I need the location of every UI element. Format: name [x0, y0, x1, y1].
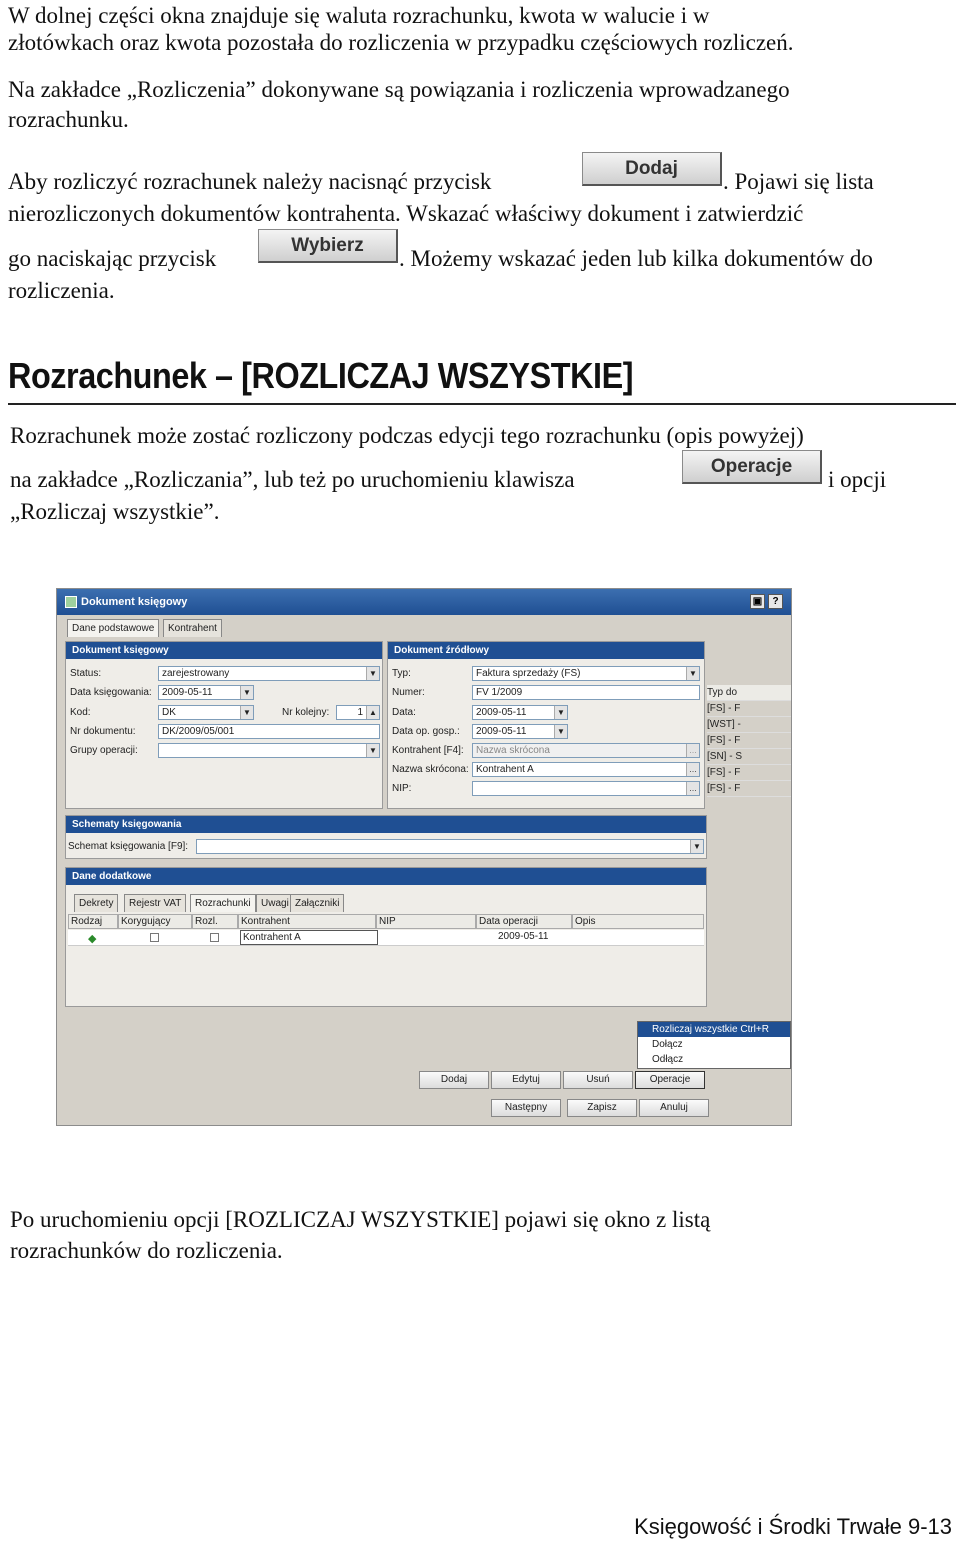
- column-header[interactable]: Data operacji: [476, 914, 572, 929]
- list-item[interactable]: [FS] - F: [707, 765, 792, 781]
- kontrahent-cell[interactable]: Kontrahent A: [240, 930, 378, 945]
- table-row[interactable]: [68, 930, 704, 946]
- menu-item-odlacz[interactable]: Odłącz: [652, 1054, 684, 1065]
- section-line-1: Rozrachunek może zostać rozliczony podczas edycji tego rozrachunku (opis powyżej): [10, 423, 804, 448]
- data-ksiegowania-field[interactable]: [158, 685, 254, 700]
- section-rule: [8, 403, 956, 405]
- numer-field[interactable]: [472, 685, 700, 700]
- typ-value: Faktura sprzedaży (FS): [476, 668, 581, 679]
- chevron-down-icon[interactable]: ▼: [554, 706, 567, 719]
- status-select[interactable]: [158, 666, 380, 681]
- data-op-gosp-field[interactable]: [472, 724, 568, 739]
- data-ksiegowania-label: Data księgowania:: [70, 687, 152, 698]
- chevron-down-icon[interactable]: ▼: [554, 725, 567, 738]
- kontrahent-label: Kontrahent [F4]:: [392, 745, 464, 756]
- typ-label: Typ:: [392, 668, 411, 679]
- nazwa-skrocona-field[interactable]: [472, 762, 700, 777]
- nr-dokumentu-label: Nr dokumentu:: [70, 726, 136, 737]
- nr-kolejny-value: 1: [357, 707, 363, 718]
- nip-field[interactable]: [472, 781, 700, 796]
- schemat-label: Schemat księgowania [F9]:: [68, 841, 189, 852]
- list-item[interactable]: [FS] - F: [707, 733, 792, 749]
- nazwa-skrocona-value: Kontrahent A: [476, 764, 534, 775]
- intro-line-7b: . Możemy wskazać jeden lub kilka dokumentów do: [399, 246, 873, 271]
- window-titlebar: [57, 589, 791, 615]
- nr-kolejny-label: Nr kolejny:: [282, 707, 330, 718]
- side-list-header: Typ do: [707, 685, 792, 701]
- column-header[interactable]: Kontrahent: [238, 914, 376, 929]
- chevron-down-icon[interactable]: ▼: [240, 686, 253, 699]
- column-header[interactable]: Korygujący: [118, 914, 192, 929]
- intro-line-2: złotówkach oraz kwota pozostała do rozliczenia w przypadku częściowych rozliczeń.: [8, 30, 794, 55]
- status-diamond-icon: ◆: [88, 933, 97, 945]
- intro-line-5a: Aby rozliczyć rozrachunek należy nacisnąć przycisk: [8, 169, 492, 194]
- nr-dokumentu-field[interactable]: [158, 724, 380, 739]
- chevron-down-icon[interactable]: ▼: [690, 840, 703, 853]
- section-heading: Rozrachunek – [ROZLICZAJ WSZYSTKIE]: [8, 355, 634, 396]
- tab-rejestr-vat[interactable]: Rejestr VAT: [124, 894, 186, 912]
- kontrahent-field[interactable]: [472, 743, 700, 758]
- edytuj-button[interactable]: Edytuj: [491, 1071, 561, 1089]
- panel-dokument-zrodlowy: [387, 641, 705, 809]
- usun-button[interactable]: Usuń: [563, 1071, 633, 1089]
- maximize-icon[interactable]: ▣: [750, 594, 765, 609]
- panel-dokument-ksiegowy: [65, 641, 383, 809]
- grupy-operacji-label: Grupy operacji:: [70, 745, 138, 756]
- section-line-2a: na zakładce „Rozliczania”, lub też po uruchomieniu klawisza: [10, 467, 575, 492]
- intro-line-5b: . Pojawi się lista: [723, 169, 874, 194]
- intro-line-1: W dolnej części okna znajduje się waluta rozrachunku, kwota w walucie i w: [8, 3, 710, 28]
- tab-rozrachunki[interactable]: Rozrachunki: [190, 894, 256, 912]
- intro-line-4: rozrachunku.: [8, 107, 129, 132]
- nr-kolejny-stepper[interactable]: [336, 705, 380, 720]
- document-window: [56, 588, 792, 1126]
- dodaj-button-image: Dodaj: [582, 152, 722, 186]
- closing-line-2: rozrachunków do rozliczenia.: [10, 1238, 283, 1263]
- panel-header: Dane dodatkowe: [66, 868, 706, 885]
- tab-kontrahent[interactable]: Kontrahent: [163, 619, 222, 637]
- tab-uwagi[interactable]: Uwagi: [256, 894, 294, 912]
- kontrahent-placeholder: Nazwa skrócona: [476, 745, 550, 756]
- numer-label: Numer:: [392, 687, 425, 698]
- typ-select[interactable]: [472, 666, 700, 681]
- grupy-operacji-select[interactable]: [158, 743, 380, 758]
- column-header[interactable]: Rozl.: [192, 914, 238, 929]
- data-label: Data:: [392, 707, 416, 718]
- kod-select[interactable]: [158, 705, 254, 720]
- panel-header: Dokument księgowy: [66, 642, 382, 659]
- wybierz-button-image: Wybierz: [258, 229, 398, 263]
- closing-line-1: Po uruchomieniu opcji [ROZLICZAJ WSZYSTKIE] pojawi się okno z listą: [10, 1207, 711, 1232]
- help-icon[interactable]: ?: [768, 594, 783, 609]
- intro-line-3: Na zakładce „Rozliczenia” dokonywane są powiązania i rozliczenia wprowadzanego: [8, 77, 790, 102]
- data-operacji-cell: 2009-05-11: [498, 931, 549, 942]
- chevron-down-icon[interactable]: ▼: [366, 744, 379, 757]
- page-footer: Księgowość i Środki Trwałe 9-13: [634, 1514, 952, 1539]
- kod-label: Kod:: [70, 707, 91, 718]
- window-icon: [65, 596, 77, 608]
- operacje-button[interactable]: Operacje: [635, 1071, 705, 1089]
- panel-schematy: [65, 815, 707, 859]
- column-header[interactable]: NIP: [376, 914, 476, 929]
- column-header[interactable]: Rodzaj: [68, 914, 118, 929]
- schemat-select[interactable]: [196, 839, 704, 854]
- tab-zalaczniki[interactable]: Załączniki: [290, 894, 344, 912]
- chevron-down-icon[interactable]: ▼: [686, 667, 699, 680]
- data-value: 2009-05-11: [476, 707, 527, 718]
- more-icon[interactable]: …: [686, 763, 699, 776]
- data-op-gosp-label: Data op. gosp.:: [392, 726, 460, 737]
- section-line-3: „Rozliczaj wszystkie”.: [10, 499, 220, 524]
- numer-value: FV 1/2009: [476, 687, 523, 698]
- intro-line-8: rozliczenia.: [8, 278, 115, 303]
- nastepny-button[interactable]: Następny: [491, 1099, 561, 1117]
- status-label: Status:: [70, 668, 102, 679]
- nazwa-skrocona-label: Nazwa skrócona:: [392, 764, 469, 775]
- operacje-menu: [637, 1021, 791, 1069]
- section-line-2b: i opcji: [828, 467, 887, 492]
- data-ksiegowania-value: 2009-05-11: [162, 687, 213, 698]
- data-op-gosp-value: 2009-05-11: [476, 726, 527, 737]
- nr-dokumentu-value: DK/2009/05/001: [162, 726, 235, 737]
- menu-item-dolacz[interactable]: Dołącz: [652, 1039, 683, 1050]
- panel-dane-dodatkowe: [65, 867, 707, 1007]
- list-item[interactable]: [SN] - S: [707, 749, 792, 765]
- dodaj-button[interactable]: Dodaj: [419, 1071, 489, 1089]
- list-item[interactable]: [WST] -: [707, 717, 792, 733]
- zapisz-button[interactable]: Zapisz: [567, 1099, 637, 1117]
- intro-line-6: nierozliczonych dokumentów kontrahenta. Wskazać właściwy dokument i zatwierdzić: [8, 201, 804, 226]
- nip-label: NIP:: [392, 783, 412, 794]
- panel-header: Dokument źródłowy: [388, 642, 704, 659]
- intro-line-7a: go naciskając przycisk: [8, 246, 217, 271]
- menu-item-rozliczaj-wszystkie[interactable]: Rozliczaj wszystkie Ctrl+R: [638, 1022, 790, 1037]
- list-item[interactable]: [FS] - F: [707, 701, 792, 717]
- list-item[interactable]: [FS] - F: [707, 781, 792, 797]
- operacje-button-image: Operacje: [682, 450, 822, 484]
- chevron-down-icon[interactable]: ▼: [366, 667, 379, 680]
- tab-dane-podstawowe[interactable]: Dane podstawowe: [67, 619, 159, 637]
- tab-dekrety[interactable]: Dekrety: [74, 894, 118, 912]
- more-icon[interactable]: …: [686, 744, 699, 757]
- window-title: Dokument księgowy: [81, 596, 188, 608]
- data-field[interactable]: [472, 705, 568, 720]
- rozl-checkbox[interactable]: [210, 933, 219, 942]
- status-value: zarejestrowany: [162, 668, 230, 679]
- background-list: [707, 685, 792, 797]
- panel-header: Schematy księgowania: [66, 816, 706, 833]
- korygujacy-checkbox[interactable]: [150, 933, 159, 942]
- chevron-down-icon[interactable]: ▼: [240, 706, 253, 719]
- anuluj-button[interactable]: Anuluj: [639, 1099, 709, 1117]
- column-header[interactable]: Opis: [572, 914, 704, 929]
- more-icon[interactable]: …: [686, 782, 699, 795]
- stepper-icon[interactable]: ▲: [366, 706, 379, 719]
- kod-value: DK: [162, 707, 176, 718]
